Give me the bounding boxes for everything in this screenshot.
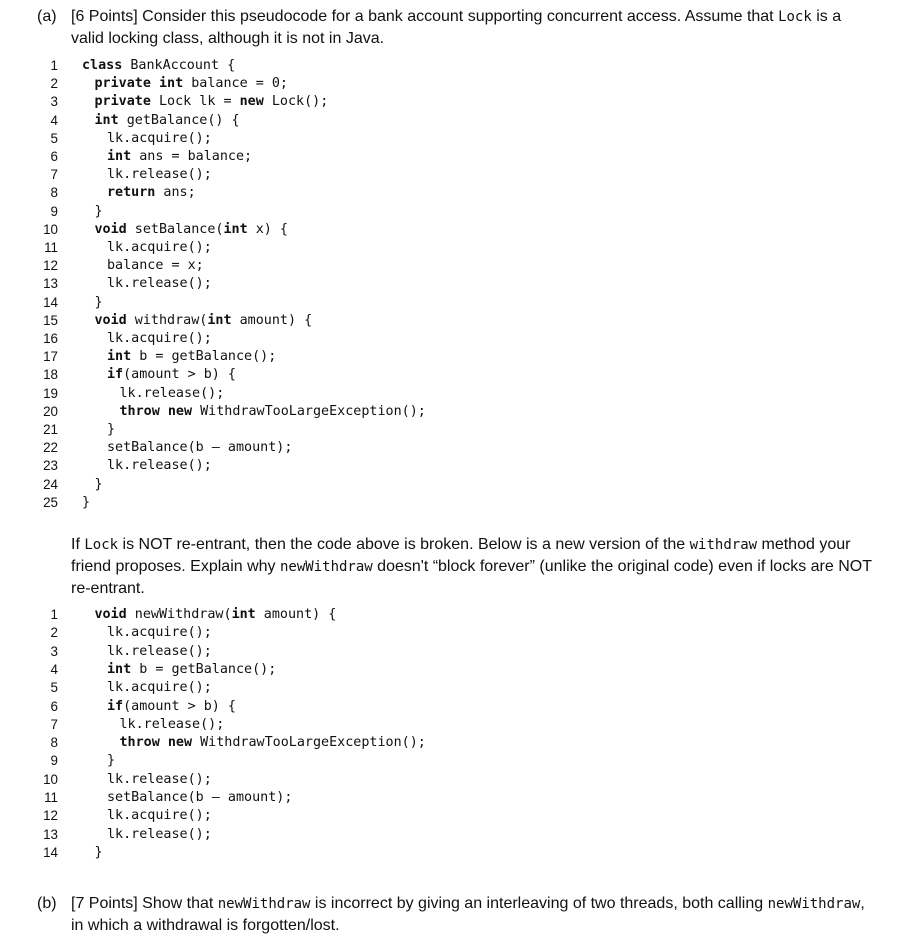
line-number: 16 bbox=[43, 331, 58, 346]
line-number: 3 bbox=[50, 643, 58, 659]
part-a-text bbox=[71, 6, 872, 50]
code-token: lk.acquire(); bbox=[107, 680, 212, 696]
line-number: 7 bbox=[50, 716, 58, 732]
code-line bbox=[30, 422, 730, 440]
code-identifier: newWithdraw bbox=[280, 559, 373, 575]
code-line bbox=[30, 149, 730, 167]
code-token: } bbox=[94, 203, 103, 219]
code-token: } bbox=[82, 494, 91, 510]
code-token: getBalance() { bbox=[118, 112, 240, 128]
code-keyword: void bbox=[94, 607, 127, 622]
line-number: 8 bbox=[50, 735, 58, 751]
line-number: 4 bbox=[50, 112, 58, 128]
code-text bbox=[95, 222, 289, 237]
code-token: (amount > b) { bbox=[123, 698, 236, 714]
code-token: setBalance(b – amount); bbox=[107, 440, 293, 456]
code-token: WithdrawTooLargeException(); bbox=[192, 735, 426, 751]
code-identifier: Lock bbox=[778, 9, 812, 25]
code-token: setBalance(b – amount); bbox=[107, 790, 293, 805]
line-number: 21 bbox=[43, 422, 58, 437]
code-token: Lock(); bbox=[263, 94, 329, 110]
code-line bbox=[30, 240, 730, 258]
code-token: withdraw( bbox=[126, 312, 208, 328]
code-keyword: return bbox=[107, 185, 156, 201]
code-token: lk.release(); bbox=[107, 167, 212, 183]
line-number: 17 bbox=[43, 349, 58, 365]
code-text bbox=[107, 753, 115, 768]
code-line bbox=[30, 404, 730, 422]
code-token: } bbox=[94, 844, 103, 860]
code-text bbox=[107, 827, 212, 842]
code-keyword: int bbox=[231, 607, 256, 622]
code-text bbox=[120, 386, 225, 401]
line-number: 20 bbox=[43, 403, 58, 419]
code-identifier: withdraw bbox=[689, 537, 758, 553]
line-number: 13 bbox=[43, 826, 58, 842]
code-identifier: newWithdraw bbox=[217, 896, 311, 912]
code-token: WithdrawTooLargeException(); bbox=[192, 403, 426, 419]
code-text bbox=[107, 149, 252, 164]
line-number: 10 bbox=[43, 771, 58, 787]
code-line bbox=[30, 495, 730, 513]
code-line bbox=[30, 662, 730, 680]
code-text bbox=[107, 422, 115, 437]
code-token: lk.acquire(); bbox=[107, 240, 212, 255]
code-text bbox=[95, 204, 103, 219]
code-token: } bbox=[107, 753, 116, 769]
part-a-label: (a) bbox=[37, 8, 57, 25]
line-number: 12 bbox=[43, 808, 58, 824]
code-text bbox=[107, 458, 212, 473]
code-token: lk.acquire(); bbox=[107, 331, 212, 346]
text-run: [6 Points] Consider this pseudocode for a bank account supporting concurrent access. Assume that bbox=[71, 8, 779, 25]
code-text bbox=[107, 258, 204, 273]
line-number: 8 bbox=[50, 185, 58, 201]
code-keyword: new bbox=[239, 94, 264, 110]
line-number: 12 bbox=[43, 258, 58, 274]
code-token: setBalance( bbox=[126, 221, 224, 237]
line-number: 9 bbox=[50, 203, 58, 219]
line-number: 14 bbox=[43, 294, 58, 310]
code-keyword: int bbox=[107, 661, 132, 677]
code-keyword: class bbox=[82, 58, 123, 73]
code-line bbox=[30, 735, 730, 753]
code-token: amount) { bbox=[255, 607, 337, 622]
code-keyword: int bbox=[107, 149, 132, 164]
code-keyword: throw new bbox=[119, 735, 193, 751]
code-token: lk.release(); bbox=[119, 716, 225, 732]
code-token: lk.release(); bbox=[107, 458, 212, 474]
code-text bbox=[107, 772, 212, 787]
part-b-text bbox=[71, 893, 872, 937]
code-token: amount) { bbox=[231, 312, 313, 328]
code-line bbox=[30, 185, 730, 203]
part-b-label: (b) bbox=[37, 895, 57, 912]
code-token: x) { bbox=[247, 221, 288, 237]
line-number: 13 bbox=[43, 276, 58, 292]
line-number: 24 bbox=[43, 476, 58, 492]
code-line bbox=[30, 94, 730, 112]
code-text bbox=[107, 240, 212, 255]
code-line bbox=[30, 680, 730, 698]
code-line bbox=[30, 113, 730, 131]
text-run: If bbox=[71, 536, 85, 553]
code-token: lk.acquire(); bbox=[107, 625, 212, 641]
code-text bbox=[95, 845, 103, 860]
code-token: lk.acquire(); bbox=[107, 808, 212, 824]
code-token: lk.release(); bbox=[107, 771, 212, 787]
code-token: lk.release(); bbox=[107, 643, 212, 659]
line-number: 10 bbox=[43, 221, 58, 237]
code-text bbox=[120, 717, 225, 732]
code-token: lk.acquire(); bbox=[107, 130, 212, 146]
line-number: 22 bbox=[43, 440, 58, 456]
code-text bbox=[82, 495, 90, 510]
code-token: newWithdraw( bbox=[126, 607, 232, 622]
code-line bbox=[30, 625, 730, 643]
text-run: [7 Points] Show that bbox=[71, 895, 218, 912]
text-run: is a valid locking class, although it is not in Java. bbox=[71, 8, 842, 47]
code-token: ans; bbox=[155, 185, 196, 201]
code-line bbox=[30, 276, 730, 294]
code-line bbox=[30, 258, 730, 276]
code-line bbox=[30, 845, 730, 863]
code-text bbox=[107, 185, 196, 200]
code-line bbox=[30, 477, 730, 495]
code-line bbox=[30, 644, 730, 662]
code-line bbox=[30, 753, 730, 771]
line-number: 3 bbox=[50, 94, 58, 110]
code-text bbox=[95, 113, 240, 128]
code-identifier: newWithdraw bbox=[767, 896, 861, 912]
code-text bbox=[95, 76, 289, 91]
code-token: } bbox=[94, 294, 103, 310]
code-text bbox=[107, 808, 212, 823]
code-token: Lock lk = bbox=[150, 94, 240, 110]
line-number: 9 bbox=[50, 753, 58, 769]
code-text bbox=[107, 440, 292, 455]
code-line bbox=[30, 772, 730, 790]
code-line bbox=[30, 167, 730, 185]
code-line bbox=[30, 367, 730, 385]
line-number: 6 bbox=[50, 698, 58, 714]
text-run: method your friend proposes. Explain why bbox=[71, 536, 851, 575]
code-token: BankAccount { bbox=[122, 58, 236, 73]
line-number: 1 bbox=[50, 607, 58, 622]
code-token: balance = 0; bbox=[183, 76, 288, 92]
code-line bbox=[30, 204, 730, 222]
line-number: 14 bbox=[43, 844, 58, 860]
line-number: 25 bbox=[43, 494, 58, 510]
code-line bbox=[30, 607, 730, 625]
code-text bbox=[107, 662, 276, 677]
line-number: 23 bbox=[43, 458, 58, 474]
code-line bbox=[30, 440, 730, 458]
code-text bbox=[95, 607, 337, 622]
code-keyword: void bbox=[94, 312, 127, 328]
code-line bbox=[30, 58, 730, 76]
code-token: b = getBalance(); bbox=[131, 349, 277, 365]
code-token: } bbox=[107, 422, 116, 437]
text-run: , in which a withdrawal is forgotten/lost. bbox=[71, 895, 865, 934]
code-line bbox=[30, 699, 730, 717]
line-number: 11 bbox=[44, 240, 58, 255]
line-number: 2 bbox=[50, 625, 58, 641]
code-token: } bbox=[94, 476, 103, 492]
code-token: (amount > b) { bbox=[123, 367, 236, 383]
code-keyword: private int bbox=[94, 76, 184, 92]
code-text bbox=[107, 131, 212, 146]
line-number: 19 bbox=[43, 385, 58, 401]
code-text bbox=[120, 735, 426, 750]
text-run: is incorrect by giving an interleaving of two threads, both calling bbox=[310, 895, 768, 912]
code-identifier: Lock bbox=[84, 537, 119, 553]
code-text bbox=[95, 477, 103, 492]
part-a-question bbox=[37, 6, 872, 50]
line-number: 18 bbox=[43, 367, 58, 383]
code-keyword: int bbox=[207, 312, 232, 328]
code-text bbox=[107, 625, 212, 640]
code-text bbox=[107, 331, 212, 346]
code-line bbox=[30, 349, 730, 367]
code-keyword: if bbox=[107, 698, 124, 714]
code-line bbox=[30, 386, 730, 404]
code-token: lk.release(); bbox=[119, 385, 225, 401]
line-number: 5 bbox=[50, 130, 58, 146]
code-line bbox=[30, 458, 730, 476]
code-line bbox=[30, 790, 730, 808]
code-text bbox=[107, 644, 212, 659]
line-number: 5 bbox=[50, 680, 58, 696]
code-line bbox=[30, 808, 730, 826]
code-token: b = getBalance(); bbox=[131, 661, 277, 677]
line-number: 6 bbox=[50, 149, 58, 164]
line-number: 4 bbox=[50, 661, 58, 677]
code-text bbox=[82, 58, 235, 73]
code-keyword: private bbox=[94, 94, 151, 110]
code-line bbox=[30, 76, 730, 94]
newwithdraw-prompt bbox=[37, 534, 872, 600]
text-run: doesn't “block forever” (unlike the original code) even if locks are NOT re-entrant. bbox=[71, 558, 872, 597]
code-keyword: int bbox=[107, 349, 132, 365]
code-line bbox=[30, 131, 730, 149]
code-token: ans = balance; bbox=[131, 149, 253, 164]
code-text bbox=[107, 790, 292, 805]
part-b-question bbox=[37, 893, 872, 937]
code-line bbox=[30, 717, 730, 735]
code-line bbox=[30, 827, 730, 845]
line-number: 7 bbox=[50, 167, 58, 183]
line-number: 11 bbox=[44, 790, 58, 805]
code-keyword: if bbox=[107, 367, 124, 383]
code-text bbox=[107, 367, 236, 382]
text-run: is NOT re-entrant, then the code above is broken. Below is a new version of the bbox=[118, 536, 690, 553]
code-token: lk.release(); bbox=[107, 276, 212, 292]
code-keyword: int bbox=[223, 221, 248, 237]
code-token: lk.release(); bbox=[107, 826, 212, 842]
code-text bbox=[95, 313, 313, 328]
code-text bbox=[107, 167, 212, 182]
code-text bbox=[95, 295, 103, 310]
code-keyword: throw new bbox=[119, 403, 193, 419]
code-text bbox=[107, 680, 212, 695]
code-text bbox=[95, 94, 329, 109]
code-line bbox=[30, 331, 730, 349]
code-text bbox=[107, 699, 236, 714]
code-keyword: int bbox=[94, 112, 119, 128]
code-keyword: void bbox=[94, 221, 127, 237]
newwithdraw-prompt-text bbox=[71, 534, 872, 600]
code-text bbox=[107, 349, 276, 364]
code-line bbox=[30, 222, 730, 240]
line-number: 2 bbox=[50, 76, 58, 92]
line-number: 1 bbox=[50, 58, 58, 73]
code-text bbox=[120, 404, 426, 419]
code-line bbox=[30, 295, 730, 313]
code-token: balance = x; bbox=[107, 258, 204, 274]
line-number: 15 bbox=[43, 312, 58, 328]
code-line bbox=[30, 313, 730, 331]
code-text bbox=[107, 276, 212, 291]
